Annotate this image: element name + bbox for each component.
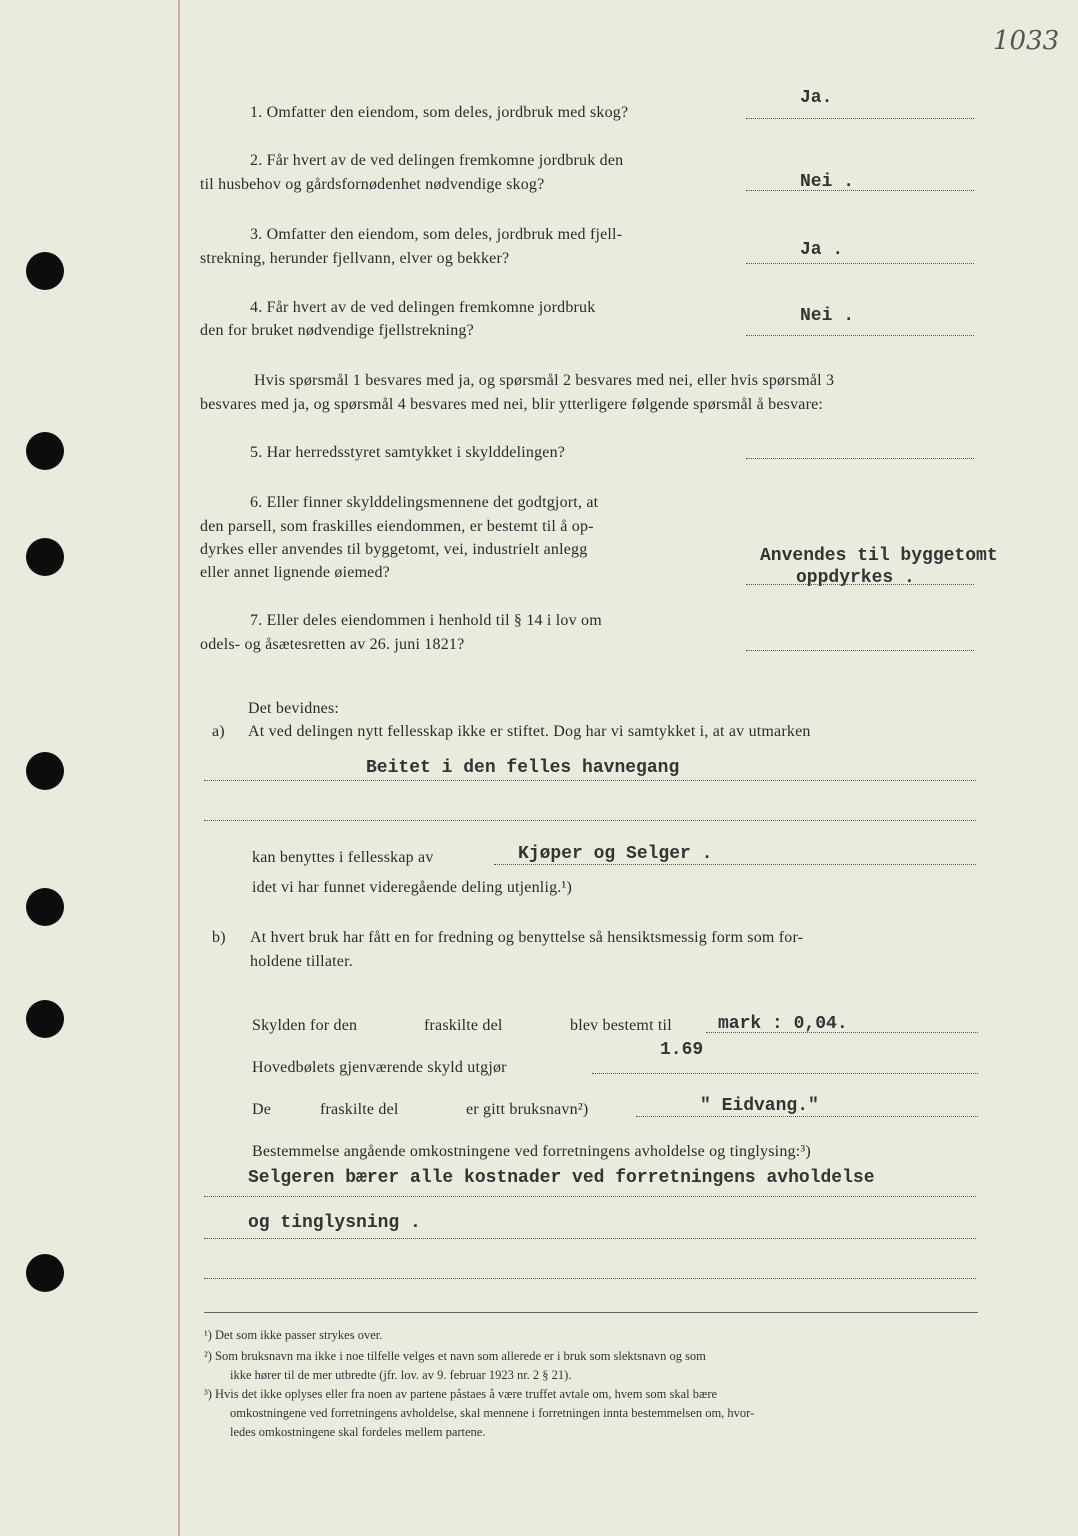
question-7-line2: odels- og åsætesretten av 26. juni 1821?	[200, 636, 465, 653]
fill-line	[204, 780, 976, 781]
question-4-line1: 4. Får hvert av de ved delingen fremkomne jordbruk	[250, 299, 596, 316]
fill-line	[204, 1238, 976, 1239]
hovedbol-label: Hovedbølets gjenværende skyld utgjør	[252, 1059, 507, 1076]
footnote-3-line1: ³) Hvis det ikke oplyses eller fra noen av partene påstaes å være truffet avtale om, hvem som skal bære	[204, 1387, 718, 1401]
page-number: 1033	[993, 26, 1060, 56]
bestemmelse-fill-1: Selgeren bærer alle kostnader ved forretningens avholdelse	[248, 1168, 875, 1188]
skyld-label: Skylden for den	[252, 1017, 358, 1034]
question-6-line1: 6. Eller finner skylddelingsmennene det godtgjort, at	[250, 494, 599, 511]
question-3-line2: strekning, herunder fjellvann, elver og bekker?	[200, 250, 510, 267]
answer-6-line2: oppdyrkes .	[796, 568, 915, 588]
answer-line	[746, 584, 974, 585]
punch-hole	[26, 252, 64, 290]
bevidnes-b-line2: holdene tillater.	[250, 953, 353, 970]
bevidnes-a-label: a)	[212, 723, 225, 740]
utmark-fill: Beitet i den felles havnegang	[366, 758, 680, 778]
punch-hole	[26, 1000, 64, 1038]
question-6-line2: den parsell, som fraskilles eiendommen, er bestemt til å op-	[200, 518, 594, 535]
question-6-line3: dyrkes eller anvendes til byggetomt, vei, industrielt anlegg	[200, 541, 588, 558]
bevidnes-a-text: At ved delingen nytt fellesskap ikke er stiftet. Dog har vi samtykket i, at av utmarken	[248, 723, 811, 740]
bestemmelse-label: Bestemmelse angående omkostningene ved forretningens avholdelse og tinglysing:³)	[252, 1143, 811, 1160]
question-1: 1. Omfatter den eiendom, som deles, jordbruk med skog?	[250, 104, 629, 121]
fill-line	[204, 820, 976, 821]
question-5: 5. Har herredsstyret samtykket i skylddelingen?	[250, 444, 566, 461]
answer-4: Nei .	[800, 306, 855, 326]
bevidnes-title: Det bevidnes:	[248, 700, 340, 717]
punch-hole	[26, 432, 64, 470]
question-6-line4: eller annet lignende øiemed?	[200, 564, 390, 581]
answer-line	[746, 335, 974, 336]
footnote-rule	[204, 1312, 978, 1313]
fill-line	[706, 1032, 978, 1033]
answer-line	[746, 190, 974, 191]
answer-line	[746, 650, 974, 651]
fill-line	[592, 1073, 978, 1074]
question-7-line1: 7. Eller deles eiendommen i henhold til § 14 i lov om	[250, 612, 602, 629]
footnote-3-line2: omkostningene ved forretningens avholdelse, skal mennene i forretningen innta bestemmelsen om, hvor-	[230, 1406, 755, 1420]
skyld-label-b: fraskilte del	[424, 1017, 503, 1034]
fill-line	[494, 864, 976, 865]
fill-line	[204, 1278, 976, 1279]
punch-hole	[26, 752, 64, 790]
punch-hole	[26, 538, 64, 576]
answer-line	[746, 118, 974, 119]
bestemmelse-fill-2: og tinglysning .	[248, 1213, 421, 1233]
bevidnes-b-label: b)	[212, 929, 226, 946]
benyttes-fill: Kjøper og Selger .	[518, 844, 713, 864]
question-4-line2: den for bruket nødvendige fjellstrekning?	[200, 322, 474, 339]
condition-line1: Hvis spørsmål 1 besvares med ja, og spørsmål 2 besvares med nei, eller hvis spørsmål 3	[254, 372, 835, 389]
hovedbol-value: 1.69	[660, 1040, 704, 1060]
answer-line	[746, 263, 974, 264]
punch-hole	[26, 1254, 64, 1292]
answer-6-line1: Anvendes til byggetomt	[760, 546, 998, 566]
answer-2: Nei .	[800, 172, 855, 192]
answer-1: Ja.	[800, 88, 833, 108]
skyld-value: mark : 0,04.	[718, 1014, 848, 1034]
bruksnavn-value: " Eidvang."	[700, 1096, 819, 1116]
answer-3: Ja .	[800, 240, 844, 260]
footnote-1: ¹) Det som ikke passer strykes over.	[204, 1328, 383, 1342]
footnote-2-line1: ²) Som bruksnavn ma ikke i noe tilfelle velges et navn som allerede er i bruk som slektsnavn og som	[204, 1349, 706, 1363]
benyttes-label: kan benyttes i fellesskap av	[252, 849, 434, 866]
skyld-label-c: blev bestemt til	[570, 1017, 672, 1034]
bevidnes-b-line1: At hvert bruk har fått en for fredning og benyttelse så hensiktsmessig form som for-	[250, 929, 804, 946]
question-2-line2: til husbehov og gårdsfornødenhet nødvendige skog?	[200, 176, 545, 193]
fill-line	[636, 1116, 978, 1117]
de-label: De	[252, 1101, 272, 1118]
fill-line	[204, 1196, 976, 1197]
de-label-b: fraskilte del	[320, 1101, 399, 1118]
question-3-line1: 3. Omfatter den eiendom, som deles, jordbruk med fjell-	[250, 226, 623, 243]
funnet-text: idet vi har funnet videregående deling utjenlig.¹)	[252, 879, 573, 896]
de-label-c: er gitt bruksnavn²)	[466, 1101, 589, 1118]
answer-line	[746, 458, 974, 459]
footnote-3-line3: ledes omkostningene skal fordeles mellem partene.	[230, 1425, 486, 1439]
punch-hole	[26, 888, 64, 926]
footnote-2-line2: ikke hører til de mer utbredte (jfr. lov. av 9. februar 1923 nr. 2 § 21).	[230, 1368, 572, 1382]
question-2-line1: 2. Får hvert av de ved delingen fremkomne jordbruk den	[250, 152, 624, 169]
margin-line	[178, 0, 180, 1536]
condition-line2: besvares med ja, og spørsmål 4 besvares med nei, blir ytterligere følgende spørsmål å besvare:	[200, 396, 824, 413]
